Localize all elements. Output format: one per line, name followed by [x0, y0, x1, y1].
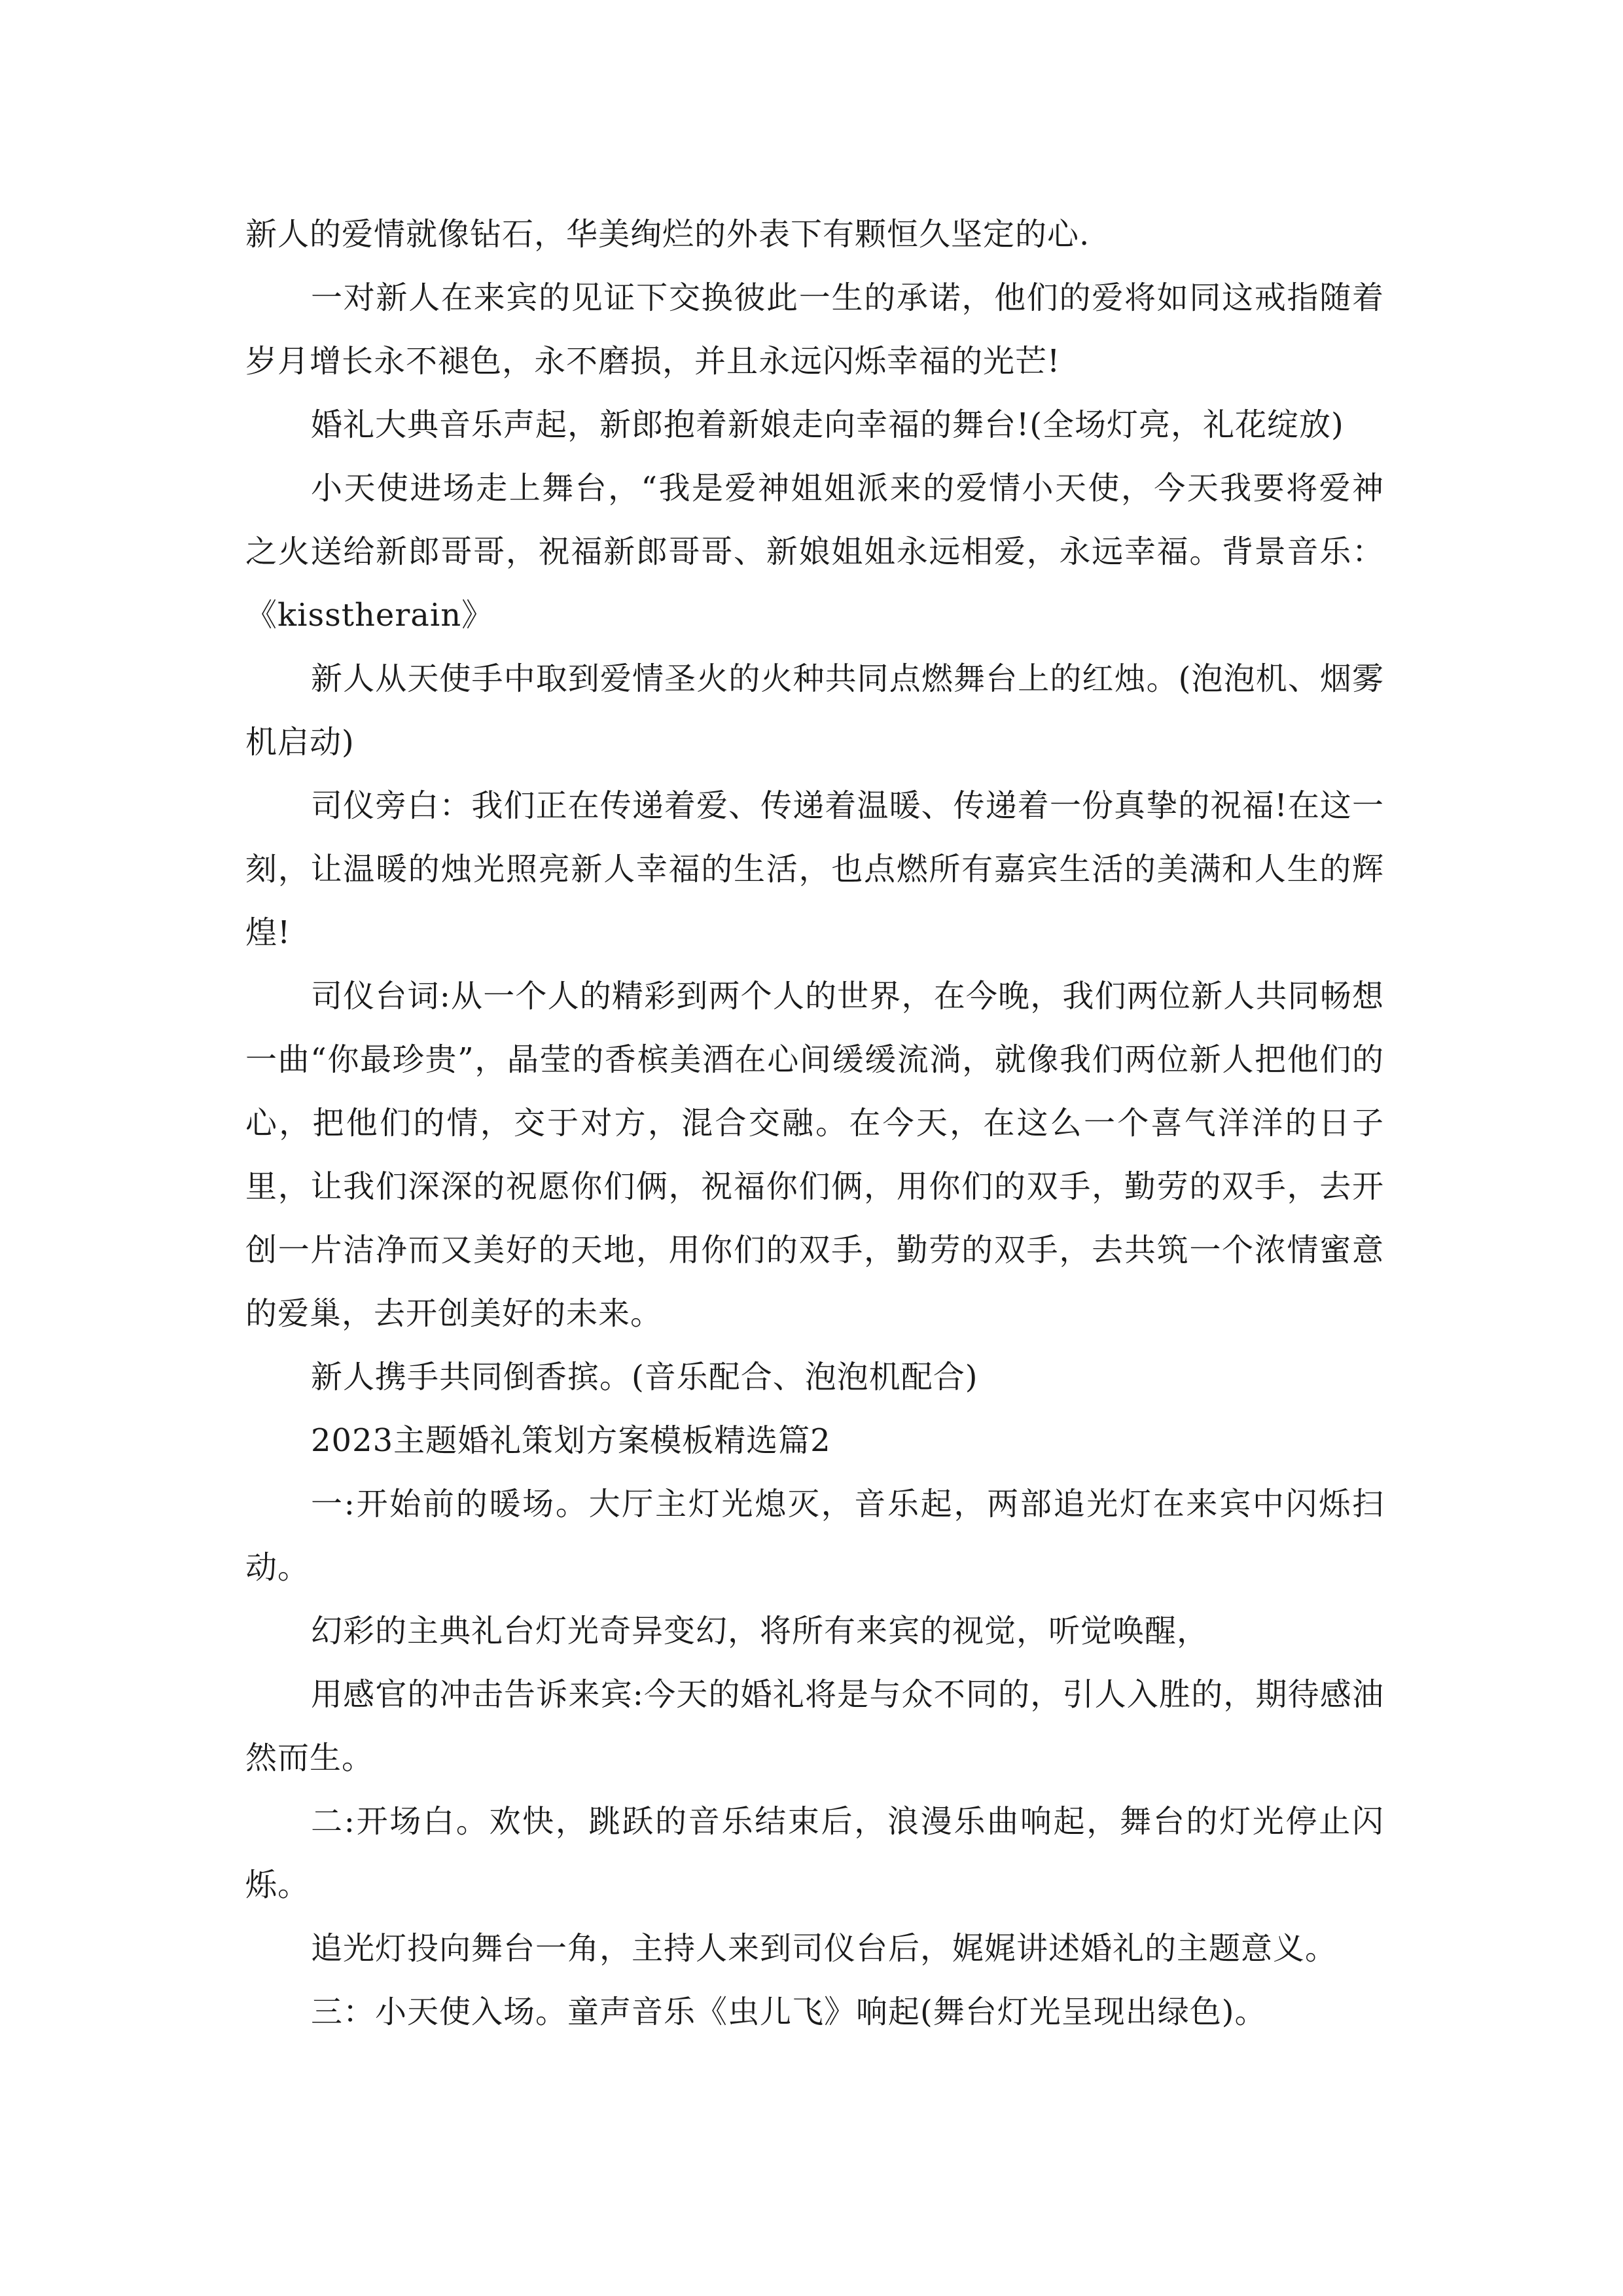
paragraph: 司仪台词:从一个人的精彩到两个人的世界，在今晚，我们两位新人共同畅想一曲“你最珍贵”，晶莹的香槟美酒在心间缓缓流淌，就像我们两位新人把他们的心，把他们的情，交于对方，混合交融。在今天，在这么一个喜气洋洋的日子里，让我们深深的祝愿你们俩，祝福你们俩，用你们的双手，勤劳的双手，去开创一片洁净而又美好的天地，用你们的双手，勤劳的双手，去共筑一个浓情蜜意的爱巢，去开创美好的未来。 [245, 978, 1384, 1332]
paragraph: 新人的爱情就像钻石，华美绚烂的外表下有颗恒久坚定的心. [245, 216, 1090, 253]
paragraph: 一:开始前的暖场。大厅主灯光熄灭，音乐起，两部追光灯在来宾中闪烁扫动。 [245, 1486, 1384, 1586]
paragraph: 一对新人在来宾的见证下交换彼此一生的承诺，他们的爱将如同这戒指随着岁月增长永不褪色，永不磨损，并且永远闪烁幸福的光芒! [245, 279, 1384, 380]
paragraph: 婚礼大典音乐声起，新郎抱着新娘走向幸福的舞台!(全场灯亮，礼花绽放) [311, 406, 1344, 443]
paragraph: 新人携手共同倒香摈。(音乐配合、泡泡机配合) [311, 1359, 978, 1395]
document-body [245, 203, 1384, 2044]
paragraph: 追光灯投向舞台一角，主持人来到司仪台后，娓娓讲述婚礼的主题意义。 [311, 1930, 1338, 1967]
paragraph: 新人从天使手中取到爱情圣火的火种共同点燃舞台上的红烛。(泡泡机、烟雾机启动) [245, 660, 1384, 761]
paragraph: 司仪旁白：我们正在传递着爱、传递着温暖、传递着一份真挚的祝福!在这一刻，让温暖的烛光照亮新人幸福的生活，也点燃所有嘉宾生活的美满和人生的辉煌! [245, 787, 1384, 951]
paragraph: 用感官的冲击告诉来宾:今天的婚礼将是与众不同的，引人入胜的，期待感油然而生。 [245, 1676, 1384, 1776]
paragraph: 二:开场白。欢快，跳跃的音乐结束后，浪漫乐曲响起，舞台的灯光停止闪烁。 [245, 1803, 1384, 1903]
paragraph: 三：小天使入场。童声音乐《虫儿飞》响起(舞台灯光呈现出绿色)。 [311, 1994, 1267, 2030]
paragraph: 幻彩的主典礼台灯光奇异变幻，将所有来宾的视觉，听觉唤醒， [311, 1613, 1209, 1649]
section-heading: 2023主题婚礼策划方案模板精选篇2 [311, 1422, 831, 1459]
paragraph: 小天使进场走上舞台，“我是爱神姐姐派来的爱情小天使，今天我要将爱神之火送给新郎哥哥，祝福新郎哥哥、新娘姐姐永远相爱，永远幸福。背景音乐：《kisstherain》 [245, 470, 1384, 634]
